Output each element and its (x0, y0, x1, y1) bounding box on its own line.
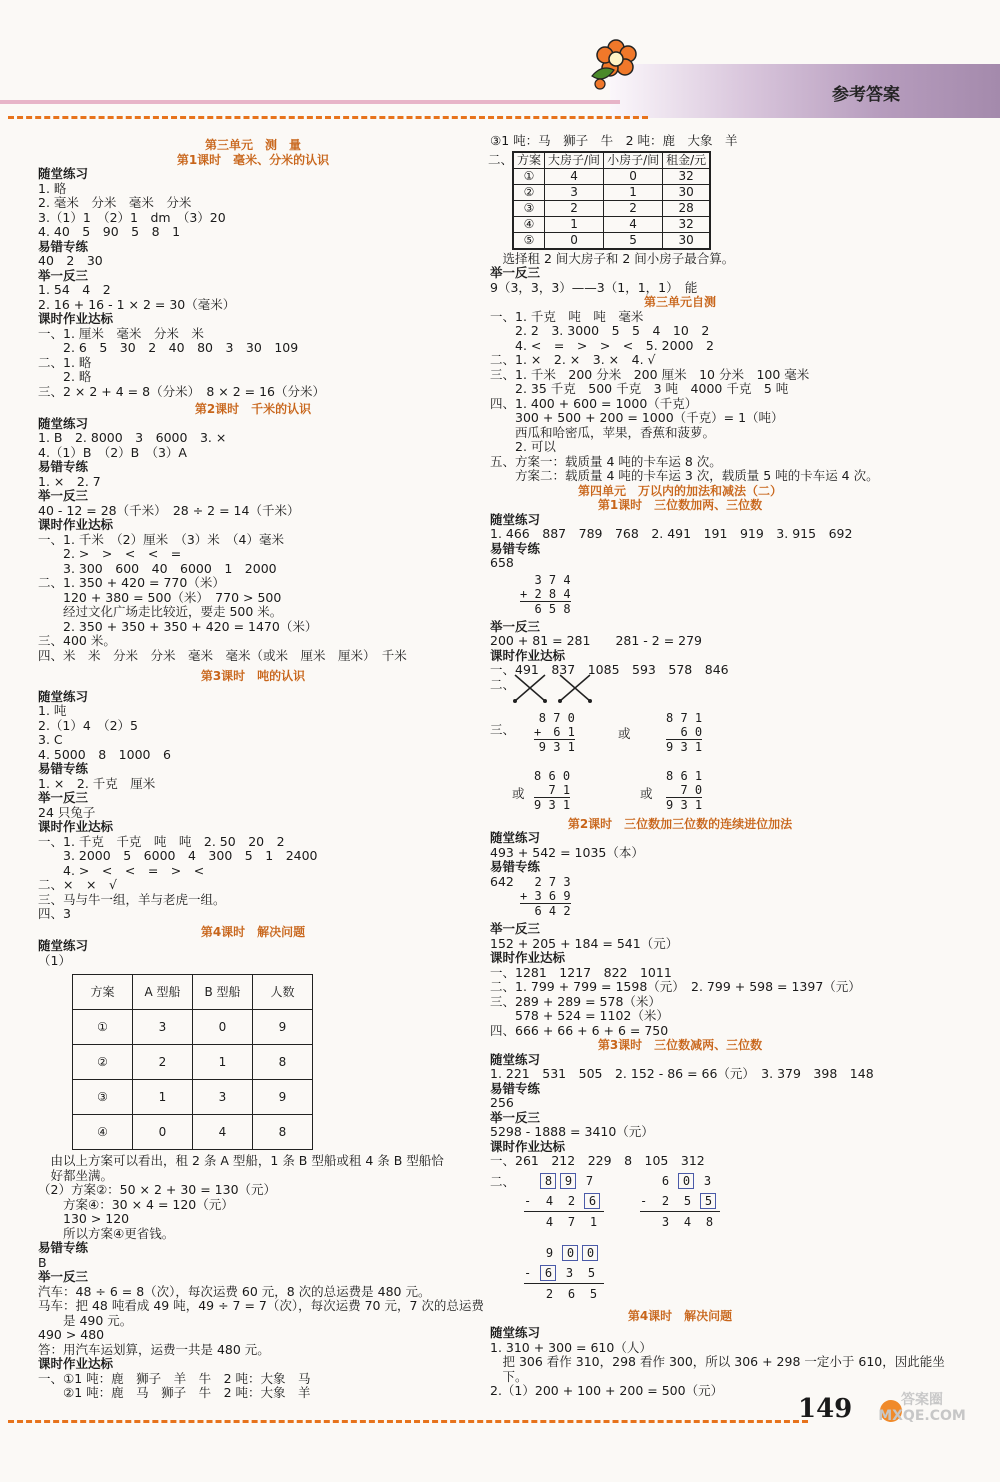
vertical-subtraction: 9 0 0 - 6 3 5 2 6 5 (524, 1243, 604, 1304)
section-heading: 举一反三 (490, 1109, 541, 1125)
answer-line: 2. 2 3. 3000 5 5 4 10 2 (490, 323, 710, 338)
table-cell: 8 (253, 1115, 313, 1150)
digit: 2 (567, 1193, 576, 1208)
lesson2-answers (38, 417, 468, 664)
lesson3-answers (38, 690, 468, 922)
table-cell: 4 (193, 1115, 253, 1150)
u4-lesson1-answers (490, 513, 870, 571)
table-cell: 0 (133, 1115, 193, 1150)
answer-line: 2. 16 + 16 - 1 × 2 = 30（毫米） (38, 296, 236, 312)
vertical-addition: 3 7 4 + 2 8 4 6 5 8 (520, 572, 571, 616)
digit: 4 (545, 1214, 554, 1229)
answer-line: 四、1. 400 + 600 = 1000（千克） (490, 395, 698, 411)
answer-line: 下。 (490, 1368, 528, 1384)
answer-line: 二、× × √ (38, 877, 117, 892)
answer-line: 2. > > < < = (38, 546, 182, 561)
answer-line: 40 - 12 = 28（千米） 28 ÷ 2 = 14（千米） (38, 502, 300, 518)
digit: 1 (589, 1214, 598, 1229)
lesson-title: 第1课时 毫米、分米的认识 (176, 152, 330, 167)
table-row (73, 1045, 313, 1080)
answer-line: 2. 6 5 30 2 40 80 3 30 109 (38, 340, 299, 355)
table-cell: ① (513, 168, 545, 184)
table-cell: 0 (545, 232, 604, 249)
table-row (513, 216, 710, 232)
answer-line: 四、666 + 66 + 6 + 6 = 750 (490, 1022, 669, 1038)
vertical-addition: 8 6 1 7 0 9 3 1 (666, 768, 703, 812)
answer-line: 3. C (38, 732, 63, 747)
house-plan-answers (490, 134, 870, 149)
answer-line: 是 490 元。 (38, 1312, 133, 1328)
u4-lesson4-answers (490, 1325, 945, 1399)
digit: 0 (678, 1173, 694, 1189)
table-header-row (73, 975, 313, 1010)
answer-line: 1. 466 887 789 768 2. 491 191 919 3. 915 692 (490, 526, 853, 541)
lesson-title: 第4课时 解决问题 (627, 1308, 733, 1323)
unit-title: 第四单元 万以内的加法和减法（二） (577, 483, 782, 498)
table-cell: 2 (604, 200, 663, 216)
section-heading: 举一反三 (490, 921, 541, 936)
section-heading: 课时作业达标 (38, 311, 114, 326)
section-heading: 举一反三 (38, 267, 89, 283)
vertical-addition-group: 三、 8 7 0 + 6 1 9 3 1 或 8 7 1 6 0 9 3 1 或 8 6 0 7 1 9 3 1 或 8 6 1 7 0 9 3 1 (490, 710, 703, 812)
answer-line: 三、马与牛一组，羊与老虎一组。 (38, 891, 226, 907)
digit: 2 (545, 1286, 554, 1301)
table-cell: 5 (604, 232, 663, 249)
answer-line: 三、400 米。 (38, 633, 116, 648)
answer-line: 1. × 2. 7 (38, 473, 101, 489)
answer-line: 三、2 × 2 + 4 = 8（分米） 8 × 2 = 16（分米） (38, 383, 325, 399)
digit: 5 (589, 1286, 598, 1301)
digit: 8 (705, 1214, 714, 1229)
vertical-addition: 8 6 0 7 1 9 3 1 (534, 768, 571, 812)
section-heading: 易错专练 (490, 540, 541, 556)
answer-line: 2. 可以 (490, 439, 556, 454)
section-heading: 随堂练习 (490, 1051, 541, 1067)
digit: 4 (545, 1193, 554, 1208)
digit: 3 (661, 1214, 670, 1229)
section-heading: 举一反三 (490, 618, 541, 634)
table-cell: ② (513, 184, 545, 200)
answer-line: 4. 40 5 90 5 8 1 (38, 224, 181, 239)
answer-line: 152 + 205 + 184 = 541（元） (490, 935, 679, 951)
table-cell: 3 (133, 1010, 193, 1045)
part-label: 二、 (488, 151, 514, 167)
section-heading: 易错专练 (38, 761, 89, 776)
answer-line: 2.（1）4 （2）5 (38, 717, 138, 733)
unit-test-title: 第三单元自测 (643, 295, 716, 309)
table-cell: 32 (663, 168, 711, 184)
answer-line: 一、1. 千克 千克 吨 吨 2. 50 20 2 (38, 833, 285, 849)
answer-line: 4. > < < = > < (38, 862, 205, 878)
column-header: A 型船 (133, 975, 193, 1010)
lesson-title: 第4课时 解决问题 (200, 924, 306, 939)
table-row (73, 1010, 313, 1045)
table-cell: ① (73, 1010, 133, 1045)
table-cell: 1 (133, 1080, 193, 1115)
table-cell: 2 (545, 200, 604, 216)
answer-line: 2. 毫米 分米 毫米 分米 (38, 195, 192, 210)
answer-line: 1. 略 (38, 180, 67, 196)
table-cell: 4 (545, 168, 604, 184)
answer-line: 二、1. 350 + 420 = 770（米） (38, 575, 225, 590)
table-cell: ② (73, 1045, 133, 1080)
column-header: B 型船 (193, 975, 253, 1010)
answer-line: 二、 (490, 676, 516, 692)
table-cell: 32 (663, 216, 711, 232)
answer-line: 5298 - 1888 = 3410（元） (490, 1124, 654, 1139)
table-cell: 30 (663, 232, 711, 249)
answer-line: 一、261 212 229 8 105 312 (490, 1153, 705, 1168)
section-heading: 易错专练 (38, 1240, 89, 1255)
answer-line: 642 (490, 873, 514, 889)
right-column (488, 133, 945, 1399)
table-cell: 1 (604, 184, 663, 200)
answer-line: 一、491 837 1085 593 578 846 (490, 662, 729, 677)
table-row (73, 1080, 313, 1115)
header-title: 参考答案 (832, 85, 900, 105)
answer-line: 选择租 2 间大房子和 2 间小房子最合算。 (490, 250, 735, 266)
vertical-subtraction-group: 二、 8 9 7 - 4 2 6 4 7 1 6 0 3 - 2 5 5 3 4 8 9 0 0 - 6 3 5 2 6 5 (490, 1171, 870, 1305)
table-cell: ③ (73, 1080, 133, 1115)
answer-line: 二、1. 略 (38, 354, 92, 370)
section-heading: 易错专练 (490, 859, 541, 874)
answer-line: ③1 吨：马 狮子 牛 2 吨：鹿 大象 羊 (490, 133, 738, 148)
answer-line: 490 > 480 (38, 1327, 105, 1342)
column-header: 小房子/间 (604, 152, 663, 169)
column-header: 大房子/间 (545, 152, 604, 169)
page-number: 149 (798, 1394, 853, 1424)
answer-line: 578 + 524 = 1102（米） (490, 1008, 669, 1023)
section-heading: 随堂练习 (38, 938, 89, 953)
answer-line: 方案④：30 × 4 = 120（元） (38, 1196, 234, 1212)
answer-line: 所以方案④更省钱。 (38, 1225, 175, 1241)
answer-line: 1. 54 4 2 (38, 282, 111, 297)
lesson4-answers-cont (38, 1153, 484, 1401)
answer-line: 3. 300 600 40 6000 1 2000 (38, 560, 277, 576)
answer-line: 300 + 500 + 200 = 1000（千克）= 1（吨） (490, 410, 784, 425)
section-heading: 课时作业达标 (38, 819, 114, 834)
answer-line: 2. 350 + 350 + 350 + 420 = 1470（米） (38, 618, 318, 634)
vertical-addition: 8 7 0 + 6 1 9 3 1 (534, 710, 575, 754)
section-heading: 课时作业达标 (490, 950, 566, 965)
answer-line: 由以上方案可以看出，租 2 条 A 型船，1 条 B 型船或租 4 条 B 型船恰 (38, 1153, 444, 1168)
cross-lines-icon (510, 673, 600, 703)
answer-line: 4. < = > > < 5. 2000 2 (490, 337, 714, 353)
digit: 9 (545, 1245, 554, 1260)
column-header: 人数 (253, 975, 313, 1010)
digit: 7 (585, 1173, 594, 1188)
digit: 5 (683, 1193, 692, 1208)
section-heading: 随堂练习 (38, 166, 89, 181)
answer-line: 马车：把 48 吨看成 49 吨，49 ÷ 7 = 7（次），每次运费 70 元，7 次的总运费 (38, 1298, 484, 1313)
answer-line: 658 (490, 555, 514, 570)
table-cell: 4 (604, 216, 663, 232)
house-plan-conclusion (490, 252, 870, 296)
answer-line: （1） (38, 952, 71, 968)
column-header: 方案 (513, 152, 545, 169)
lesson-title: 第2课时 三位数加三位数的连续进位加法 (567, 816, 793, 831)
answer-line: 1. 吨 (38, 703, 67, 718)
table-header-row (513, 152, 710, 169)
table-cell: 0 (193, 1010, 253, 1045)
header-rule (0, 100, 620, 104)
answer-line: 3. 2000 5 6000 4 300 5 1 2400 (38, 848, 318, 863)
section-heading: 举一反三 (38, 1269, 89, 1284)
table-cell: 2 (133, 1045, 193, 1080)
answer-line: 3.（1）1 （2）1 dm （3）20 (38, 209, 226, 225)
digit: 0 (562, 1245, 578, 1261)
section-heading: 随堂练习 (38, 688, 89, 704)
digit: 3 (565, 1265, 574, 1280)
top-dashed-rule (8, 116, 648, 119)
answer-line: 答：用汽车运划算，运费一共是 480 元。 (38, 1341, 270, 1357)
lesson-title: 第3课时 三位数减两、三位数 (597, 1038, 763, 1052)
lesson-title: 第1课时 三位数加两、三位数 (597, 498, 763, 512)
answer-line: 五、方案一：载质量 4 吨的卡车运 8 次。 (490, 453, 722, 469)
answer-line: （2）方案②：50 × 2 + 30 = 130（元） (38, 1182, 277, 1197)
answer-line: 200 + 81 = 281 281 - 2 = 279 (490, 633, 703, 648)
answer-line: 把 306 看作 310，298 看作 300，所以 306 + 298 一定小于 610，因此能坐 (490, 1354, 945, 1369)
answer-line: 西瓜和哈密瓜，苹果，香蕉和菠萝。 (490, 424, 716, 440)
answer-line: 方案二：载质量 4 吨的卡车运 3 次，载质量 5 吨的卡车运 4 次。 (490, 468, 879, 483)
answer-line: 一、①1 吨：鹿 狮子 羊 牛 2 吨：大象 马 (38, 1370, 311, 1386)
table-cell: 1 (545, 216, 604, 232)
answer-line: 4.（1）B （2）B （3）A (38, 444, 187, 460)
u4-lesson3-answers (490, 1051, 874, 1169)
answer-line: B (38, 1254, 47, 1270)
table-cell: 3 (545, 184, 604, 200)
table-row (513, 184, 710, 200)
answer-line: 130 > 120 (38, 1211, 130, 1226)
vertical-subtraction: 6 0 3 - 2 5 5 3 4 8 (640, 1171, 720, 1232)
answer-line: 三、289 + 289 = 578（米） (490, 993, 661, 1009)
answer-line: 1. 310 + 300 = 610（人） (490, 1339, 652, 1355)
lesson-title: 第2课时 千米的认识 (194, 402, 312, 416)
table-row (513, 168, 710, 184)
table-row (73, 1115, 313, 1150)
digit: 6 (661, 1173, 670, 1188)
answer-line: 256 (490, 1095, 514, 1110)
house-plan-table (512, 151, 711, 250)
u4-lesson2-more (490, 922, 870, 1038)
flower-icon (578, 36, 648, 96)
answer-line: 2. 35 千克 500 千克 3 吨 4000 千克 5 吨 (490, 381, 789, 396)
answer-line: 1. × 2. 千克 厘米 (38, 775, 156, 791)
table-cell: 1 (193, 1045, 253, 1080)
answer-line: 24 只兔子 (38, 804, 96, 820)
answer-line: 9（3，3，3）——3（1，1，1） 能 (490, 279, 698, 295)
watermark: 答案圈 MXQE.COM (878, 1392, 966, 1424)
answer-line: 经过文化广场走比较近，要走 500 米。 (38, 604, 283, 619)
table-cell: 9 (253, 1080, 313, 1115)
column-header: 方案 (73, 975, 133, 1010)
section-heading: 举一反三 (38, 488, 89, 503)
answer-line: 一、1281 1217 822 1011 (490, 964, 672, 980)
answer-line: 2.（1）200 + 100 + 200 = 500（元） (490, 1383, 724, 1398)
answer-line: 汽车：48 ÷ 6 = 8（次），每次运费 60 元，8 次的总运费是 480 元。 (38, 1283, 431, 1299)
section-heading: 随堂练习 (490, 830, 541, 845)
answer-line: 40 2 30 (38, 253, 103, 268)
section-heading: 随堂练习 (490, 1325, 541, 1340)
boat-plan-table (72, 974, 313, 1150)
digit: 7 (567, 1214, 576, 1229)
answer-line: 1. 221 531 505 2. 152 - 86 = 66（元） 3. 379 398 148 (490, 1066, 874, 1081)
lesson4-answers (38, 939, 468, 968)
answer-line: 四、3 (38, 906, 71, 921)
answer-line: 一、1. 千米 （2）厘米 （3）米 （4）毫米 (38, 531, 285, 547)
column-header: 租金/元 (663, 152, 711, 169)
vertical-addition: 8 7 1 6 0 9 3 1 (666, 710, 703, 754)
bottom-dashed-rule (8, 1420, 808, 1423)
lesson1-answers (38, 167, 468, 399)
answer-line: 120 + 380 = 500（米） 770 > 500 (38, 589, 282, 605)
answer-line: 三、1. 千米 200 分米 200 厘米 10 分米 100 毫米 (490, 366, 810, 382)
digit: 8 (540, 1173, 556, 1189)
section-heading: 课时作业达标 (490, 647, 566, 663)
answer-line: 1. B 2. 8000 3 6000 3. × (38, 430, 227, 445)
section-heading: 易错专练 (490, 1080, 541, 1096)
section-heading: 举一反三 (38, 790, 89, 805)
digit: 4 (683, 1214, 692, 1229)
section-heading: 随堂练习 (38, 415, 89, 431)
table-cell: ⑤ (513, 232, 545, 249)
answer-line: ②1 吨：鹿 马 狮子 牛 2 吨：大象 羊 (38, 1385, 311, 1400)
header-banner (610, 64, 1000, 118)
answer-line: 一、1. 千克 吨 吨 毫米 (490, 308, 644, 324)
section-heading: 随堂练习 (490, 511, 541, 527)
table-cell: ④ (73, 1115, 133, 1150)
vertical-addition: 2 7 3 + 3 6 9 6 4 2 (520, 875, 571, 918)
section-heading: 易错专练 (38, 238, 89, 254)
lesson-title: 第3课时 吨的认识 (200, 669, 306, 683)
answer-line: 2. 略 (38, 369, 92, 384)
table-cell: 9 (253, 1010, 313, 1045)
table-cell: 28 (663, 200, 711, 216)
table-row (513, 200, 710, 216)
answer-line: 二、1. 799 + 799 = 1598（元） 2. 799 + 598 = 1397（元） (490, 979, 861, 994)
table-cell: 30 (663, 184, 711, 200)
digit: 6 (567, 1286, 576, 1301)
answer-line: 好都坐满。 (38, 1167, 114, 1183)
digit: 5 (700, 1193, 716, 1209)
section-heading: 课时作业达标 (38, 1356, 114, 1371)
section-heading: 课时作业达标 (38, 517, 114, 532)
digit: 5 (587, 1265, 596, 1280)
digit: 6 (584, 1193, 600, 1209)
table-cell: ③ (513, 200, 545, 216)
left-column (38, 138, 484, 1401)
unit-title: 第三单元 测 量 (204, 138, 301, 152)
table-cell: ④ (513, 216, 545, 232)
answer-line: 一、1. 厘米 毫米 分米 米 (38, 325, 204, 341)
digit: 3 (703, 1173, 712, 1188)
digit: 9 (560, 1173, 576, 1189)
section-heading: 课时作业达标 (490, 1138, 566, 1154)
table-row (513, 232, 710, 249)
table-cell: 8 (253, 1045, 313, 1080)
digit: 6 (540, 1265, 556, 1281)
digit: 0 (582, 1245, 598, 1261)
answer-line: 493 + 542 = 1035（本） (490, 844, 644, 860)
vertical-subtraction: 8 9 7 - 4 2 6 4 7 1 (524, 1171, 604, 1232)
table-cell: 3 (193, 1080, 253, 1115)
table-cell: 0 (604, 168, 663, 184)
answer-line: 4. 5000 8 1000 6 (38, 746, 171, 762)
answer-line: 二、1. × 2. × 3. × 4. √ (490, 352, 656, 367)
unit3-test-answers (490, 308, 879, 484)
section-heading: 易错专练 (38, 459, 89, 474)
answer-line: 四、米 米 分米 分米 毫米 毫米（或米 厘米 厘米） 千米 (38, 647, 407, 663)
digit: 2 (661, 1193, 670, 1208)
section-heading: 举一反三 (490, 265, 541, 280)
